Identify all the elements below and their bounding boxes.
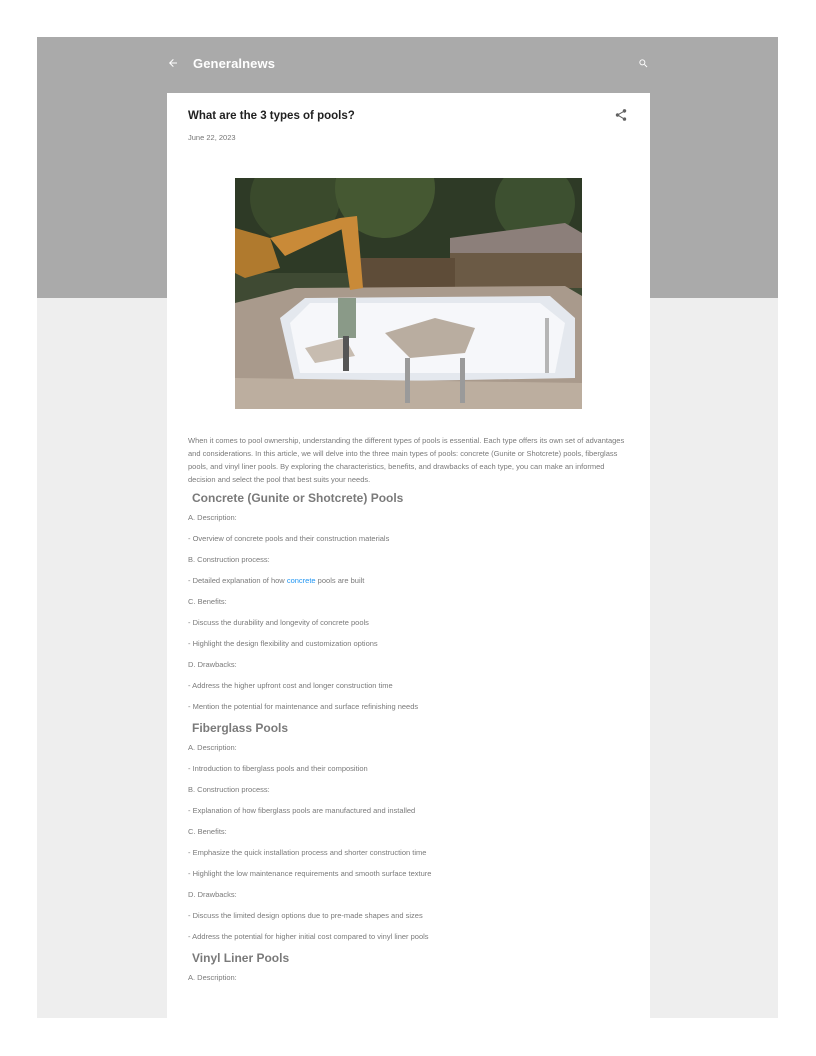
section-line: - Address the potential for higher initial cost compared to vinyl liner pools <box>188 932 429 941</box>
section-line-with-link <box>188 576 630 586</box>
section-line: - Overview of concrete pools and their construction materials <box>188 534 390 543</box>
search-button[interactable] <box>633 53 653 73</box>
section-line: - Emphasize the quick installation process and shorter construction time <box>188 848 427 857</box>
intro-paragraph: When it comes to pool ownership, understanding the different types of pools is essential. Each type offers its own set of advantages and considerations. In this article, we will delve into the three main types of pools: concrete (Gunite or Shotcrete) pools, fiberglass pools, and vinyl liner pools. By exploring the characteristics, benefits, and drawbacks of each type, you can make an informed decision and select the pool that best suits your needs. <box>188 436 625 484</box>
section-line: - Address the higher upfront cost and longer construction time <box>188 681 393 690</box>
share-button[interactable] <box>614 108 630 124</box>
back-button[interactable] <box>163 53 183 73</box>
post-body <box>188 434 630 983</box>
section-line: A. Description: <box>188 973 237 982</box>
search-icon <box>638 58 649 69</box>
post-card <box>167 93 650 1018</box>
section-heading-fiberglass: Fiberglass Pools <box>192 721 289 735</box>
section-line: - Discuss the limited design options due to pre-made shapes and sizes <box>188 911 423 920</box>
section-line: - Highlight the low maintenance requirements and smooth surface texture <box>188 869 432 878</box>
pool-demolition-illustration <box>235 178 582 409</box>
share-icon <box>614 108 628 122</box>
section-line: A. Description: <box>188 513 237 522</box>
post-header <box>188 108 630 142</box>
section-line: C. Benefits: <box>188 827 227 836</box>
concrete-link[interactable]: concrete <box>286 576 316 585</box>
line-text: pools are built <box>315 576 365 585</box>
line-text: - Detailed explanation of how <box>188 576 287 585</box>
section-line: - Mention the potential for maintenance and surface refinishing needs <box>188 702 419 711</box>
post-image-pool-demolition[interactable] <box>235 178 582 409</box>
section-line: - Highlight the design flexibility and customization options <box>188 639 378 648</box>
arrow-left-icon <box>167 57 179 69</box>
section-heading-vinyl: Vinyl Liner Pools <box>192 951 290 965</box>
blog-title[interactable]: Generalnews <box>193 55 276 71</box>
section-line: - Discuss the durability and longevity of concrete pools <box>188 618 369 627</box>
blog-page <box>37 37 778 1018</box>
section-line: A. Description: <box>188 743 237 752</box>
section-line: D. Drawbacks: <box>188 890 237 899</box>
top-bar <box>163 49 653 77</box>
section-heading-concrete: Concrete (Gunite or Shotcrete) Pools <box>192 491 404 505</box>
section-line: B. Construction process: <box>188 555 270 564</box>
post-title: What are the 3 types of pools? <box>188 110 355 122</box>
section-line: C. Benefits: <box>188 597 227 606</box>
section-line: D. Drawbacks: <box>188 660 237 669</box>
section-line: B. Construction process: <box>188 785 270 794</box>
section-line: - Introduction to fiberglass pools and their composition <box>188 764 368 773</box>
section-line: - Explanation of how fiberglass pools are manufactured and installed <box>188 806 416 815</box>
post-date: June 22, 2023 <box>188 133 236 142</box>
